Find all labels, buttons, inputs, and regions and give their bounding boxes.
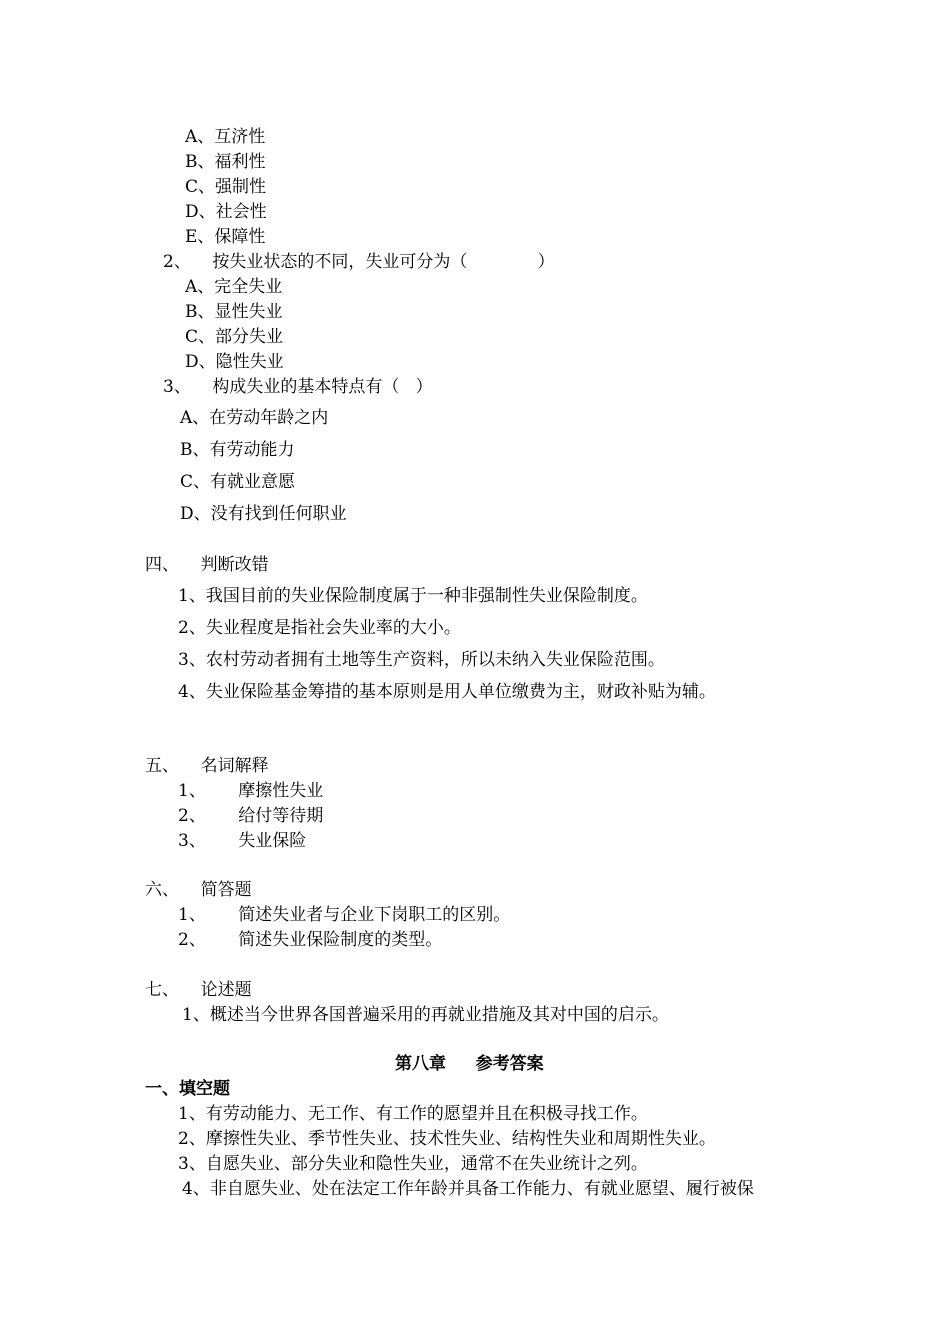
option-e: E、保障性 <box>185 227 266 247</box>
section-5-item: 1、 摩擦性失业 <box>178 781 324 801</box>
section-4-item: 4、失业保险基金筹措的基本原则是用人单位缴费为主，财政补贴为辅。 <box>178 682 716 702</box>
q3-option-a: A、在劳动年龄之内 <box>180 408 329 428</box>
option-d: D、社会性 <box>185 202 267 222</box>
q2-option-b: B、显性失业 <box>185 302 283 322</box>
q3-option-b: B、有劳动能力 <box>180 440 295 460</box>
answer-item: 3、自愿失业、部分失业和隐性失业，通常不在失业统计之列。 <box>178 1154 648 1174</box>
section-5-item: 2、 给付等待期 <box>178 806 324 826</box>
option-a: A、互济性 <box>185 127 266 147</box>
section-4-item: 2、失业程度是指社会失业率的大小。 <box>178 618 461 638</box>
section-4-title: 四、 判断改错 <box>145 555 269 575</box>
answer-item: 2、摩擦性失业、季节性失业、技术性失业、结构性失业和周期性失业。 <box>178 1129 716 1149</box>
section-6-item: 2、 简述失业保险制度的类型。 <box>178 930 443 950</box>
q3-option-d: D、没有找到任何职业 <box>180 504 347 524</box>
q2-option-d: D、隐性失业 <box>185 352 284 372</box>
answer-item: 1、有劳动能力、无工作、有工作的愿望并且在积极寻找工作。 <box>178 1104 648 1124</box>
option-b: B、福利性 <box>185 152 266 172</box>
q2-option-a: A、完全失业 <box>185 277 283 297</box>
section-6-item: 1、 简述失业者与企业下岗职工的区别。 <box>178 905 511 925</box>
section-5-item: 3、 失业保险 <box>178 831 307 851</box>
q2-option-c: C、部分失业 <box>185 327 284 347</box>
section-5-title: 五、 名词解释 <box>145 756 269 776</box>
question-3: 3、 构成失业的基本特点有（ ） <box>163 377 433 397</box>
section-4-item: 1、我国目前的失业保险制度属于一种非强制性失业保险制度。 <box>178 586 648 606</box>
section-7-title: 七、 论述题 <box>145 980 252 1000</box>
option-c: C、强制性 <box>185 177 267 197</box>
q3-option-c: C、有就业意愿 <box>180 472 296 492</box>
answer-item: 4、非自愿失业、处在法定工作年龄并具备工作能力、有就业愿望、履行被保 <box>182 1179 754 1199</box>
section-7-item: 1、概述当今世界各国普遍采用的再就业措施及其对中国的启示。 <box>182 1005 669 1025</box>
section-6-title: 六、 简答题 <box>145 880 252 900</box>
answers-section-1-title: 一、填空题 <box>145 1079 230 1099</box>
chapter-title: 第八章 参考答案 <box>395 1054 544 1074</box>
question-2: 2、 按失业状态的不同，失业可分为（ ） <box>163 252 555 272</box>
section-4-item: 3、农村劳动者拥有土地等生产资料，所以未纳入失业保险范围。 <box>178 650 665 670</box>
